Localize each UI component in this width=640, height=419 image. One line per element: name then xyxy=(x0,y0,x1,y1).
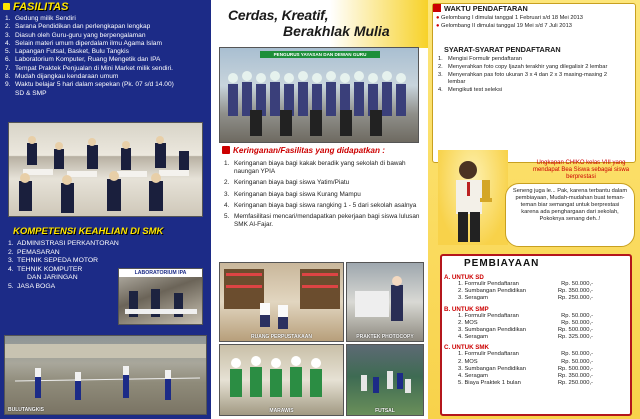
list-item: 5. JASA BOGA xyxy=(8,282,56,290)
list-item: 4. Keringanan biaya bagi siswa rangking 1 - 5 dari sekolah asalnya xyxy=(224,201,417,209)
list-item: 2. Keringanan biaya bagi siswa Yatim/Piatu xyxy=(224,179,350,187)
cost-row: 2. MOS Rp. 50.000,- xyxy=(458,319,593,326)
waktu-title: WAKTU PENDAFTARAN xyxy=(444,4,528,13)
photocopy-photo xyxy=(346,262,424,342)
kompetensi-title: KOMPETENSI KEAHLIAN DI SMK xyxy=(13,226,164,237)
photo-caption: PRAKTEK PHOTOCOPY xyxy=(356,334,414,340)
badminton-photo xyxy=(4,335,207,415)
keringanan-title: Keringanan/Fasilitas yang didapatkan : xyxy=(233,146,385,155)
syarat-title: SYARAT-SYARAT PENDAFTARAN xyxy=(444,45,561,54)
list-item: 5. Memfasilitasi mencari/mendapatkan pekerjaan bagi siswa lulusan SMK Al-Fajar. xyxy=(224,213,420,229)
list-item: 4. Selain materi umum diperdalam ilmu Agama Islam xyxy=(5,39,162,47)
photo-caption: RUANG PERPUSTAKAAN xyxy=(250,334,313,340)
list-item: SD & SMP xyxy=(15,89,47,97)
student-photo xyxy=(438,150,508,245)
pembiayaan-title: PEMBIAYAAN xyxy=(464,258,540,269)
syarat-list xyxy=(438,56,624,95)
photo-caption: MARAWIS xyxy=(269,408,294,414)
cost-row: 4. Seragam Rp. 325.000,- xyxy=(458,334,593,341)
slogan-line-2: Berakhlak Mulia xyxy=(283,23,390,39)
list-item: 6. Laboratorium Komputer, Ruang Mengetik dan IPA xyxy=(5,56,161,64)
cost-row: 3. Sumbangan Pendidikan Rp. 500.000,- xyxy=(458,327,593,334)
bullet-icon xyxy=(433,4,441,12)
cost-row: 1. Formulir Pendaftaran Rp. 50.000,- xyxy=(458,281,593,287)
list-item: 2. PEMASARAN xyxy=(8,248,60,256)
lab-photo xyxy=(118,268,203,325)
tie-icon xyxy=(467,182,470,196)
list-item: 1. Keringanan biaya bagi kakak beradik yang sekolah di bawah naungan YPIA xyxy=(224,160,406,176)
gelombang-list xyxy=(436,15,636,31)
list-item: 3. TEHNIK SEPEDA MOTOR xyxy=(8,257,99,265)
cost-row: 1. Formulir Pendaftaran Rp. 50.000,- xyxy=(458,351,593,358)
testimoni-caption: Ungkapan CHIKO kelas VIII yang mendapat Bea Siswa sebagai siswa berprestasi xyxy=(532,160,630,181)
list-item: ● Gelombang I dimulai tanggal 1 Februari s/d 18 Mei 2013 xyxy=(436,15,583,21)
library-photo xyxy=(219,262,344,342)
left-panel xyxy=(0,0,211,419)
testimoni-quote: Seneng juga le... Pak, karena terbantu dalam pembiayaan, Mudah-mudahan buat teman-teman biar semangat untuk berprestasi karena ada penghargaan dari sekolah, Pokoknya senang deh..! xyxy=(512,188,628,222)
fasilitas-title: FASILITAS xyxy=(13,1,69,13)
sd-title: A. UNTUK SD xyxy=(444,274,484,281)
list-item: 8. Mudah dijangkau kendaraan umum xyxy=(5,73,119,81)
marawis-photo xyxy=(219,344,344,416)
bullet-icon xyxy=(222,146,230,154)
group-caption: PENGURUS YAYASAN DAN DEWAN GURU xyxy=(260,51,380,58)
cost-row: 3. Sumbangan Pendidikan Rp. 500.000,- xyxy=(458,365,593,372)
fasilitas-list xyxy=(5,15,210,98)
cost-row: 2. Sumbangan Pendidikan Rp. 350.000,- xyxy=(458,288,593,295)
list-item: 1. ADMINISTRASI PERKANTORAN xyxy=(8,240,119,247)
list-item: 2. Menyerahkan foto copy Ijazah terakhir yang dilegalisir 2 lembar xyxy=(438,63,608,70)
list-item: 4. Mengikuti test seleksi xyxy=(438,87,503,94)
cost-row: 1. Formulir Pendaftaran Rp. 50.000,- xyxy=(458,312,593,319)
list-item: 2. Sarana Pendidikan dan perlengkapan lengkap xyxy=(5,23,151,31)
futsal-photo xyxy=(346,344,424,416)
slogan-line-1: Cerdas, Kreatif, xyxy=(228,7,329,23)
classroom-photo xyxy=(8,122,203,217)
list-item: DAN JARINGAN xyxy=(27,274,78,282)
cost-row: 4. Seragam Rp. 350.000,- xyxy=(458,373,593,380)
list-item: 7. Tempat Praktek Penjualan di Mini Market milik sendiri. xyxy=(5,64,173,72)
list-item: 3. Keringanan biaya bagi siswa Kurang Mampu xyxy=(224,190,361,198)
list-item: 5. Lapangan Futsal, Basket, Bulu Tangkis xyxy=(5,48,129,56)
keringanan-list xyxy=(224,160,422,232)
photo-caption: FUTSAL xyxy=(375,408,395,414)
group-photo xyxy=(219,47,419,143)
list-item: 9. Waktu belajar 5 hari dalam sepekan (Pk. 07 s/d 14.00) xyxy=(5,81,174,89)
smp-title: B. UNTUK SMP xyxy=(444,305,489,313)
list-item: 3. Menyerahkan pas foto ukuran 3 x 4 dan 2 x 3 masing-masing 2 lembar xyxy=(438,71,608,86)
kompetensi-list xyxy=(8,240,123,292)
list-item: 1. Mengisi Formulir pendaftaran xyxy=(438,56,522,62)
bullet-icon xyxy=(3,3,10,10)
cost-row: 3. Seragam Rp. 250.000,- xyxy=(458,295,593,302)
list-item: ● Gelombang II dimulai tanggal 19 Mei s/d 7 Juli 2013 xyxy=(436,22,572,29)
cost-row: 2. MOS Rp. 50.000,- xyxy=(458,358,593,365)
list-item: 3. Diasuh oleh Guru-guru yang berpengalaman xyxy=(5,31,146,39)
list-item: 4. TEHNIK KOMPUTER xyxy=(8,265,83,273)
photo-caption: BULUTANGKIS xyxy=(8,407,45,413)
pembiayaan-list xyxy=(444,273,630,387)
cost-row: 5. Biaya Praktek 1 bulan Rp. 250.000,- xyxy=(458,380,593,387)
smk-title: C. UNTUK SMK xyxy=(444,344,490,352)
photo-caption: LABORATORIUM IPA xyxy=(119,269,202,277)
list-item: 1. Gedung milik Sendiri xyxy=(5,15,76,22)
